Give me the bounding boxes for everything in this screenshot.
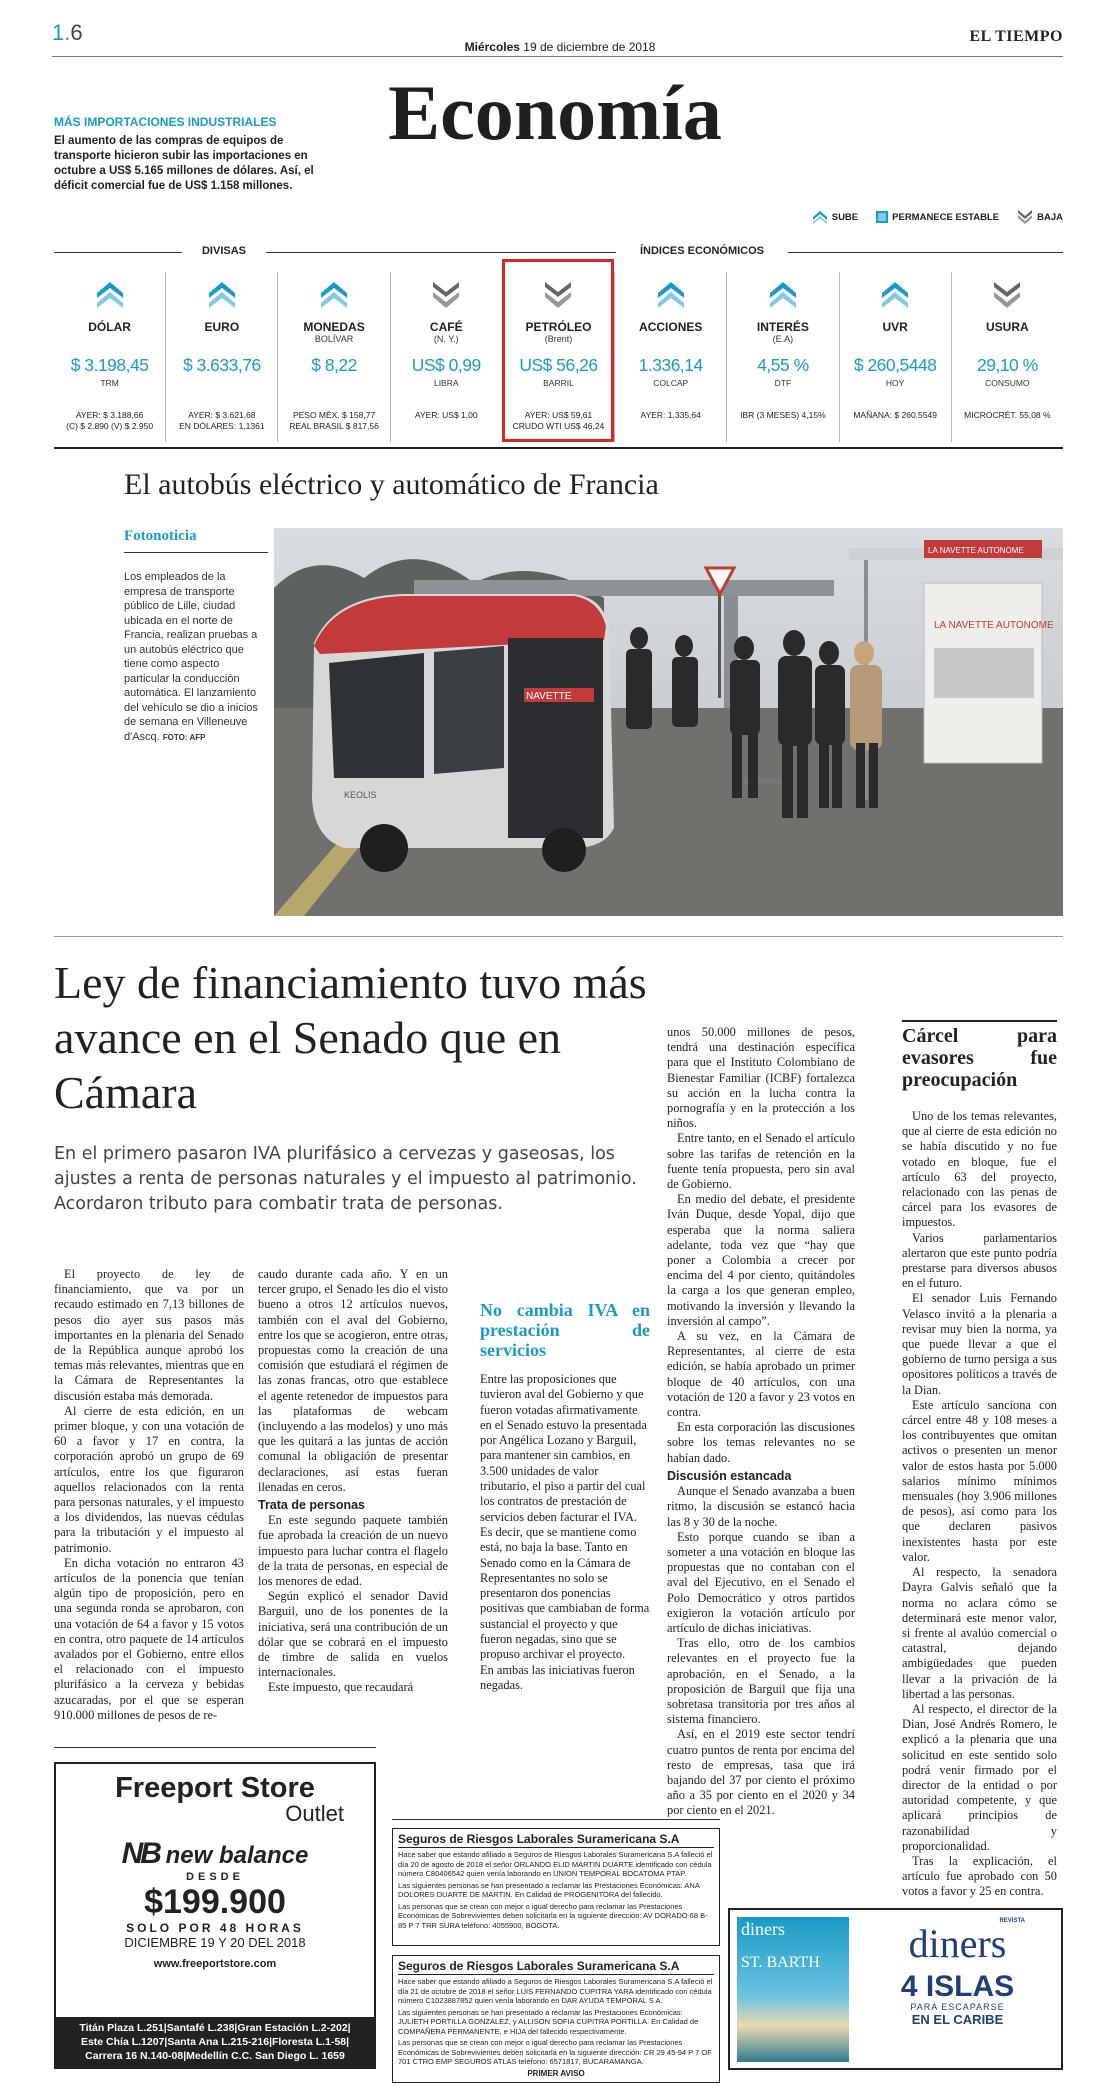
indicator-name: ACCIONES: [639, 320, 703, 334]
indicator-value: $ 3.198,45: [70, 355, 149, 375]
indicator-unit: TRM: [100, 378, 119, 388]
chevron-up-icon: [95, 280, 125, 310]
indicator-sub: [166, 334, 277, 345]
notice-text: Las personas que se crean con mejor o igual derecho para reclamar las Prestaciones Económicas de Sobrevivientes deben solicitarla en la siguiente dirección: AV DORADO 68 B-85 P 7 TRR SURA teléfono: 4055900, BOGOTA.: [398, 1901, 708, 1930]
subheading: Trata de personas: [258, 1498, 365, 1513]
legend-down: BAJA: [1017, 210, 1063, 224]
legal-notice-2: [392, 1955, 720, 2083]
ad-url[interactable]: www.freeportstore.com: [153, 1958, 277, 1970]
diners-para: PARA ESCAPARSE: [910, 2002, 1005, 2012]
paragraph: Según explicó el senador David Barguil, uno de los ponentes de la iniciativa, será una contribución de un dólar que se cobrará en el impuesto de timbre de salida en vuelos internacionales.: [258, 1589, 448, 1680]
chevron-up-icon: [880, 280, 910, 310]
paragraph: Varios parlamentarios alertaron que este punto podría prestarse para diversos abusos en el futuro.: [902, 1230, 1057, 1291]
divisas-rule: [54, 252, 182, 253]
indicator-unit: BARRIL: [543, 378, 574, 388]
indicator-name: PETRÓLEO: [525, 320, 592, 334]
paragraph: Al respecto, la senadora Dayra Galvis señaló que la norma no aclara cómo se determinará este menor valor, si frente al avalúo comercial o catastral, dejando ambigüedades que pueden llevar a la privación de la libertad a las personas.: [902, 1565, 1057, 1701]
ad-outlet: Outlet: [285, 1801, 344, 1826]
paragraph: caudo durante cada año. Y en un tercer grupo, el Senado les dio el visto bueno a otros 12 artículos nuevos, también con el aval del Gobierno, entre los que se acogieron, entre otras, propuestas como la creación de una comisión que estudiará el régimen de las zonas francas, otro que establece el agente retenedor de impuestos para las plataformas de webcam (incluyendo a las modelos) y uno más que les quitará a las juntas de acción comunal la obligación de presentar declaraciones, así estas fueran llenadas en ceros.: [258, 1267, 448, 1494]
ad-desde: DESDE: [186, 1871, 244, 1883]
ad-brand: Freeport Store: [115, 1772, 315, 1804]
notice-title: Seguros de Riesgos Laborales Suramericana S.A: [398, 1959, 714, 1975]
ad-rule: [54, 1747, 376, 1748]
column-5-title: Cárcel para evasores fue preocupación: [902, 1025, 1057, 1091]
divisas-rule-right: [266, 252, 616, 253]
paragraph: En esta corporación las discusiones sobre los temas relevantes no se habían dado.: [667, 1420, 855, 1465]
square-icon: [876, 211, 888, 223]
indicator-previous: MICROCRÉT. 55,08 %: [964, 410, 1051, 420]
indicator-sub: [54, 334, 165, 345]
article-column-2: [258, 1267, 448, 1696]
paragraph: En este segundo paquete también fue aprobada la creación de un nuevo impuesto para luchar contra el flagelo de la trata de personas, en especial de los menores de edad.: [258, 1513, 448, 1589]
legend-up: SUBE: [812, 210, 858, 224]
chevron-down-icon: [1017, 210, 1033, 224]
divisas-label: DIVISAS: [201, 245, 246, 257]
diners-ad-text: [860, 1918, 1055, 2027]
indices-label: ÍNDICES ECONÓMICOS: [639, 245, 765, 257]
notice-text: Hace saber que estando afiliado a Seguros de Riesgos Laborales Suramericana S.A falleció el día 21 de octubre de 2018 el señor LUIS FERNANDO CUPITRA YARA identificado con cédula número C1023887852 quien venía laborando en DAR AYUDA TEMPORAL S A.: [398, 1977, 713, 2005]
indicator-name: CAFÉ: [429, 320, 463, 334]
header-rule: [52, 56, 1063, 57]
chevron-up-icon: [656, 280, 686, 310]
indicator-name: DÓLAR: [88, 320, 131, 334]
new-balance-logo: NB new balance: [121, 1837, 309, 1870]
brief-text: El aumento de las compras de equipos de transporte hicieron subir las importaciones en octubre a US$ 5.165 millones de dólares. Así, el déficit comercial fue de US$ 1.158 millones.: [54, 135, 314, 192]
paragraph: El proyecto de ley de financiamiento, que va por un recaudo estimado en 7,13 billones de pesos dio ayer sus pasos más importantes en la plenaria del Senado de la República aunque aprobó los temas más relevantes, mientras que en la Cámara de Representantes la discusión estaba más demorada.: [54, 1267, 244, 1403]
indicator-sub: [840, 334, 951, 345]
paragraph: Tras la explicación, el artículo fue aprobado con 50 votos a favor y 25 en contra.: [902, 1853, 1057, 1899]
indicator-previous: AYER: 1.335,64: [640, 410, 701, 420]
nb-icon: NB: [121, 1837, 159, 1870]
indicator-7: [840, 272, 952, 442]
indicator-unit: DTF: [774, 378, 792, 388]
indicator-previous: PESO MÉX. $ 158,77 REAL BRASIL $ 817,56: [289, 410, 379, 431]
paragraph: Al cierre de esta edición, en un primer bloque, y con una votación de 60 a favor y 17 en contra, la corporación aprobó un grupo de 69 artículos, entre los que figuraron aquellos relacionados con la renta para personas naturales, y el impuesto a los dividendos, las nuevas cédulas para la tributación y el impuesto al patrimonio.: [54, 1403, 244, 1555]
paragraph: Es decir, que se mantiene como está, no baja la base. Tanto en Senado como en la Cámara de Representantes no solo se presentaron dos ponencias positivas que cambiaban de forma sustancial el proyecto y que fueron negadas, sino que se propuso archivar el proyecto.: [480, 1524, 650, 1662]
indicator-unit: COLCAP: [653, 378, 689, 388]
brief-title: MÁS IMPORTACIONES INDUSTRIALES: [54, 115, 277, 129]
chevron-up-icon: [812, 210, 828, 224]
indicator-1: [166, 272, 278, 442]
indicator-previous: MAÑANA: $ 260,5549: [853, 410, 937, 420]
indicator-sub: [952, 334, 1063, 345]
indicator-name: MONEDAS: [303, 320, 365, 334]
notice-text: Hace saber que estando afiliado a Seguros de Riesgos Laborales Suramericana S.A falleció el día 20 de agosto de 2018 el señor ORLANDO ELID MARTIN DUARTE identificado con cédula número C80406542 quien venía laborando en UNION TEMPORAL BOCATOMA PTAP.: [398, 1850, 713, 1878]
paragraph: En dicha votación no entraron 43 artículos de la ponencia que tenían algún tipo de proposición, pero en una segunda ronda se aprobaron, con una votación de 64 a favor y 15 votos en contra, otro paquete de 14 artículos avalados por el Gobierno, entre ellos el relacionado con el impuesto plurifásico a la cerveza y bebidas azucaradas, por el que se esperan 910.000 millones de pesos de re-: [54, 1555, 244, 1722]
paragraph: Aunque el Senado avanzaba a buen ritmo, la discusión se estancó hacia las 8 y 30 de la noche.: [667, 1484, 855, 1529]
indicator-8: [952, 272, 1063, 442]
indicator-value: 29,10 %: [977, 355, 1038, 375]
freeport-ad[interactable]: [54, 1762, 376, 2069]
indicator-previous: AYER: US$ 1,00: [414, 410, 478, 420]
indicator-previous: AYER: $ 3.621,68 EN DÓLARES: 1,1361: [179, 410, 265, 431]
indicator-sub: BOLÍVAR: [314, 334, 354, 344]
paragraph: Entre las proposiciones que tuvieron aval del Gobierno y que fueron votadas afirmativamente en el Senado estuvo la presentada por Angélica Lozano y Barguil, para mantener sin cambios, en 3.500 unidades de valor tributario, el piso a partir del cual los contratos de prestación de servicios deben facturar el IVA.: [480, 1372, 647, 1524]
section-separator: [54, 936, 1063, 937]
photo-caption: Los empleados de la empresa de transporte público de Lille, ciudad ubicada en el norte de Francia, realizan pruebas a un autobús eléctrico que tiene como aspecto particular la conducción automática. El lanzamiento del vehículo se dio a inicios de semana en Villeneuve d'Ascq. FOTO: AFP: [124, 571, 258, 743]
notice-text: Las siguientes personas se han presentado a reclamar las Prestaciones Económicas: ANA DOLORES DUARTE DE MARTIN. En Calidad de PROGENITORA del fallecido.: [398, 1880, 700, 1899]
notice-rule: [392, 1819, 720, 1820]
indicator-name: EURO: [204, 320, 240, 334]
bus-operator-text: KEOLIS: [344, 790, 377, 800]
indicator-value: $ 3.633,76: [182, 355, 261, 375]
paragraph: Tras ello, otro de los cambios relevantes en el proyecto fue la aprobación, en el Senado, a la proposición de Barguil que fija una sobretasa transitoria por tres años al sistema financiero.: [667, 1636, 855, 1727]
indicator-previous: AYER: $ 3.188,66 (C) $ 2.890 (V) $ 2.950: [66, 410, 154, 431]
indicator-value: US$ 0,99: [411, 355, 481, 375]
chevron-down-icon: [992, 280, 1022, 310]
diners-revista: REVISTA: [999, 1918, 1025, 1924]
cover-headline: ST. BARTH: [741, 1954, 820, 1971]
indicator-value: 1.336,14: [638, 355, 703, 375]
notice-text: Las siguientes personas se han presentado a reclamar las Prestaciones Económicas: JULIETH PORTILLA GONZALEZ, y ALLISON SOFIA CUPITRA PORTILLA. En Calidad de COMPAÑERA PERMANENTE, e HIJA del fallecido respectivamente.: [398, 2007, 699, 2036]
diners-ad[interactable]: [728, 1908, 1063, 2070]
indicator-2: [278, 272, 390, 442]
chevron-up-icon: [319, 280, 349, 310]
paragraph: En medio del debate, el presidente Iván Duque, desde Yopal, dijo que esperaba que la norma saliera adelante, toda vez que “hay que poner a Colombia a crecer por encima del 4 por ciento, quitándoles la carga a los que generan empleo, motivando la inversión y llevando la inversión al campo”.: [667, 1192, 855, 1328]
indicator-name: UVR: [882, 320, 908, 334]
newspaper-brand: EL TIEMPO: [969, 28, 1063, 45]
petroleo-highlight-box: [502, 259, 614, 442]
indicator-6: [727, 272, 839, 442]
indicator-unit: LIBRA: [433, 378, 459, 388]
poster-header-text: LA NAVETTE AUTONOME: [928, 546, 1024, 555]
article-column-1: [54, 1267, 244, 1723]
indicator-name: INTERÉS: [756, 320, 809, 334]
indices-rule: [788, 252, 1063, 253]
news-photo: [274, 528, 1063, 916]
paragraph: Así, en el 2019 este sector tendrí cuatro puntos de renta por encima del resto de empresas, tasa que irá bajando del 37 por ciento el próximo año a 35 por ciento en el 2020 y 34 por ciento en el 2021.: [667, 1727, 855, 1818]
store-line: Carrera 16 N.140-08|Medellín C.C. San Diego L. 1659: [85, 2050, 345, 2062]
paragraph: Este impuesto, que recaudará: [268, 1680, 414, 1695]
sidebar-box-iva: [480, 1300, 650, 1693]
fotonoticia-rule: [124, 552, 268, 553]
diners-islands: 4 ISLAS: [900, 1970, 1015, 2003]
article-column-5: [902, 1025, 1057, 1900]
chevron-up-icon: [207, 280, 237, 310]
indicator-0: [54, 272, 166, 442]
notice-title: Seguros de Riesgos Laborales Suramericana S.A: [398, 1832, 714, 1848]
paragraph: En ambas las iniciativas fueron negadas.: [480, 1662, 635, 1692]
article-column-4: [667, 1025, 855, 1819]
indicator-3: [391, 272, 503, 442]
paragraph: Uno de los temas relevantes, que al cierre de esta edición no se había discutido y no fue votado en bloque, fue el artículo 63 del proyecto, relacionado con las penas de cárcel para los evasores de impuestos.: [902, 1109, 1057, 1230]
indicator-previous: IBR (3 MESES) 4,15%: [740, 410, 826, 420]
paragraph: unos 50.000 millones de pesos, tendrá una destinación específica para que el Instituto Colombiano de Bienestar Familiar (ICBF) fortalezca su acción en la lucha contra la pornografía y en la protección a los niños.: [667, 1025, 855, 1131]
magazine-cover: [737, 1917, 849, 2062]
ad-dates: DICIEMBRE 19 Y 20 DEL 2018: [124, 1935, 306, 1950]
legal-notice-1: [392, 1828, 720, 1946]
photo-headline: El autobús eléctrico y automático de Francia: [124, 468, 659, 501]
indicator-sub: (N. Y.): [433, 334, 459, 344]
article-headline: Ley de financiamiento tuvo más avance en el Senado que en Cámara: [54, 957, 647, 1118]
indicator-sub: (Brent): [544, 334, 573, 344]
indicator-name: USURA: [986, 320, 1029, 334]
article-deck: En el primero pasaron IVA plurifásico a cervezas y gaseosas, los ajustes a renta de personas naturales y el impuesto al patrimonio. Acordaron tributo para combatir trata de personas.: [54, 1144, 637, 1214]
sidebar-title: No cambia IVA en prestación de servicios: [480, 1300, 650, 1360]
trend-legend: [812, 210, 1063, 224]
indicator-value: $ 8,22: [311, 355, 357, 375]
notice-footer: PRIMER AVISO: [527, 2068, 585, 2078]
store-line: Titán Plaza L.251|Santafé L.238|Gran Estación L.2-202|: [79, 2022, 351, 2034]
cover-title: diners: [741, 1919, 785, 1939]
bus-brand-text: NAVETTE: [526, 691, 572, 702]
paragraph: El senador Luis Fernando Velasco invitó a la plenaria a revisar muy bien la norma, ya que puede llevar a que el gobierno de turno persiga a sus opositores políticos a través de la Dian.: [902, 1291, 1057, 1397]
poster-title-text: LA NAVETTE AUTONOME: [934, 620, 1054, 631]
column-5-top-rule: [902, 1020, 1057, 1022]
indicator-5: [615, 272, 727, 442]
ad-stores: [56, 2017, 374, 2067]
fotonoticia-label: Fotonoticia: [124, 528, 197, 544]
store-line: Este Chía L.1207|Santa Ana L.215-216|Floresta L.1-58|: [80, 2036, 350, 2048]
diners-caribe: EN EL CARIBE: [911, 2012, 1004, 2027]
indicator-sub: [615, 334, 726, 345]
diners-logo: diners: [908, 1921, 1007, 1966]
ad-price: $199.900: [144, 1883, 286, 1921]
section-title: Economía: [388, 69, 722, 156]
indicator-value: 4,55 %: [757, 355, 809, 375]
indicator-sub: (E.A): [772, 334, 794, 344]
ad-duration: SOLO POR 48 HORAS: [126, 1921, 304, 1935]
indicator-value: US$ 56,26: [519, 355, 598, 375]
chevron-up-icon: [768, 280, 798, 310]
paragraph: A su vez, en la Cámara de Representantes, al cierre de esta edición, se había aprobado un primer bloque de 40 artículos, con una votación de 120 a favor y 23 votos en contra.: [667, 1329, 855, 1420]
paragraph: Este artículo sanciona con cárcel entre 48 y 108 meses a los contribuyentes que omitan activos o presenten un menor valor de estos hasta por 5.000 salarios mínimo mínimos mensuales (hoy 3.906 millones de pesos), así como para los que declaren pasivos inexistentes hasta por este valor.: [902, 1397, 1057, 1564]
page-number: 1.6: [52, 20, 83, 45]
paragraph: Al respecto, el director de la Dian, José Andrés Romero, le explicó a la plenaria que una solicitud en este sentido solo podrá venir firmado por el director de la entidad o por autoridad competente, y que aplicará principios de razonabilidad y proporcionalidad.: [902, 1701, 1057, 1853]
indicator-previous: AYER: US$ 59,61 CRUDO WTI US$ 46,24: [512, 410, 605, 431]
paragraph: Esto porque cuando se iban a someter a una votación en bloque las propuestas que no contaban con el aval del Ejecutivo, en el Senado el Polo Democrático y otros partidos exigieron la votación artículo por artículo de dichas iniciativas.: [667, 1529, 855, 1635]
legend-stable: PERMANECE ESTABLE: [876, 211, 999, 223]
photo-credit: FOTO: AFP: [162, 732, 206, 742]
subheading: Discusión estancada: [667, 1468, 792, 1483]
chevron-down-icon: [431, 280, 461, 310]
indicators-bottom-rule: [54, 447, 1063, 449]
indicator-unit: HOY: [885, 378, 905, 388]
indicator-unit: CONSUMO: [985, 378, 1030, 388]
indicator-value: $ 260,5448: [853, 355, 937, 375]
notice-text: Las personas que se crean con mejor o igual derecho para reclamar las Prestaciones Económicas de Sobrevivientes deben solicitarla en la siguiente dirección: CR 29 45-94 P 7 OF 701 CTRO EMP SEGUROS ATLAS teléfono: 6571817, BUCARAMANGA.: [398, 2038, 712, 2066]
paragraph: Entre tanto, en el Senado el artículo sobre las tarifas de retención en la fuente tenía propuesta, pero sin aval de Gobierno.: [667, 1131, 855, 1192]
issue-date: Miércoles 19 de diciembre de 2018: [464, 40, 656, 54]
